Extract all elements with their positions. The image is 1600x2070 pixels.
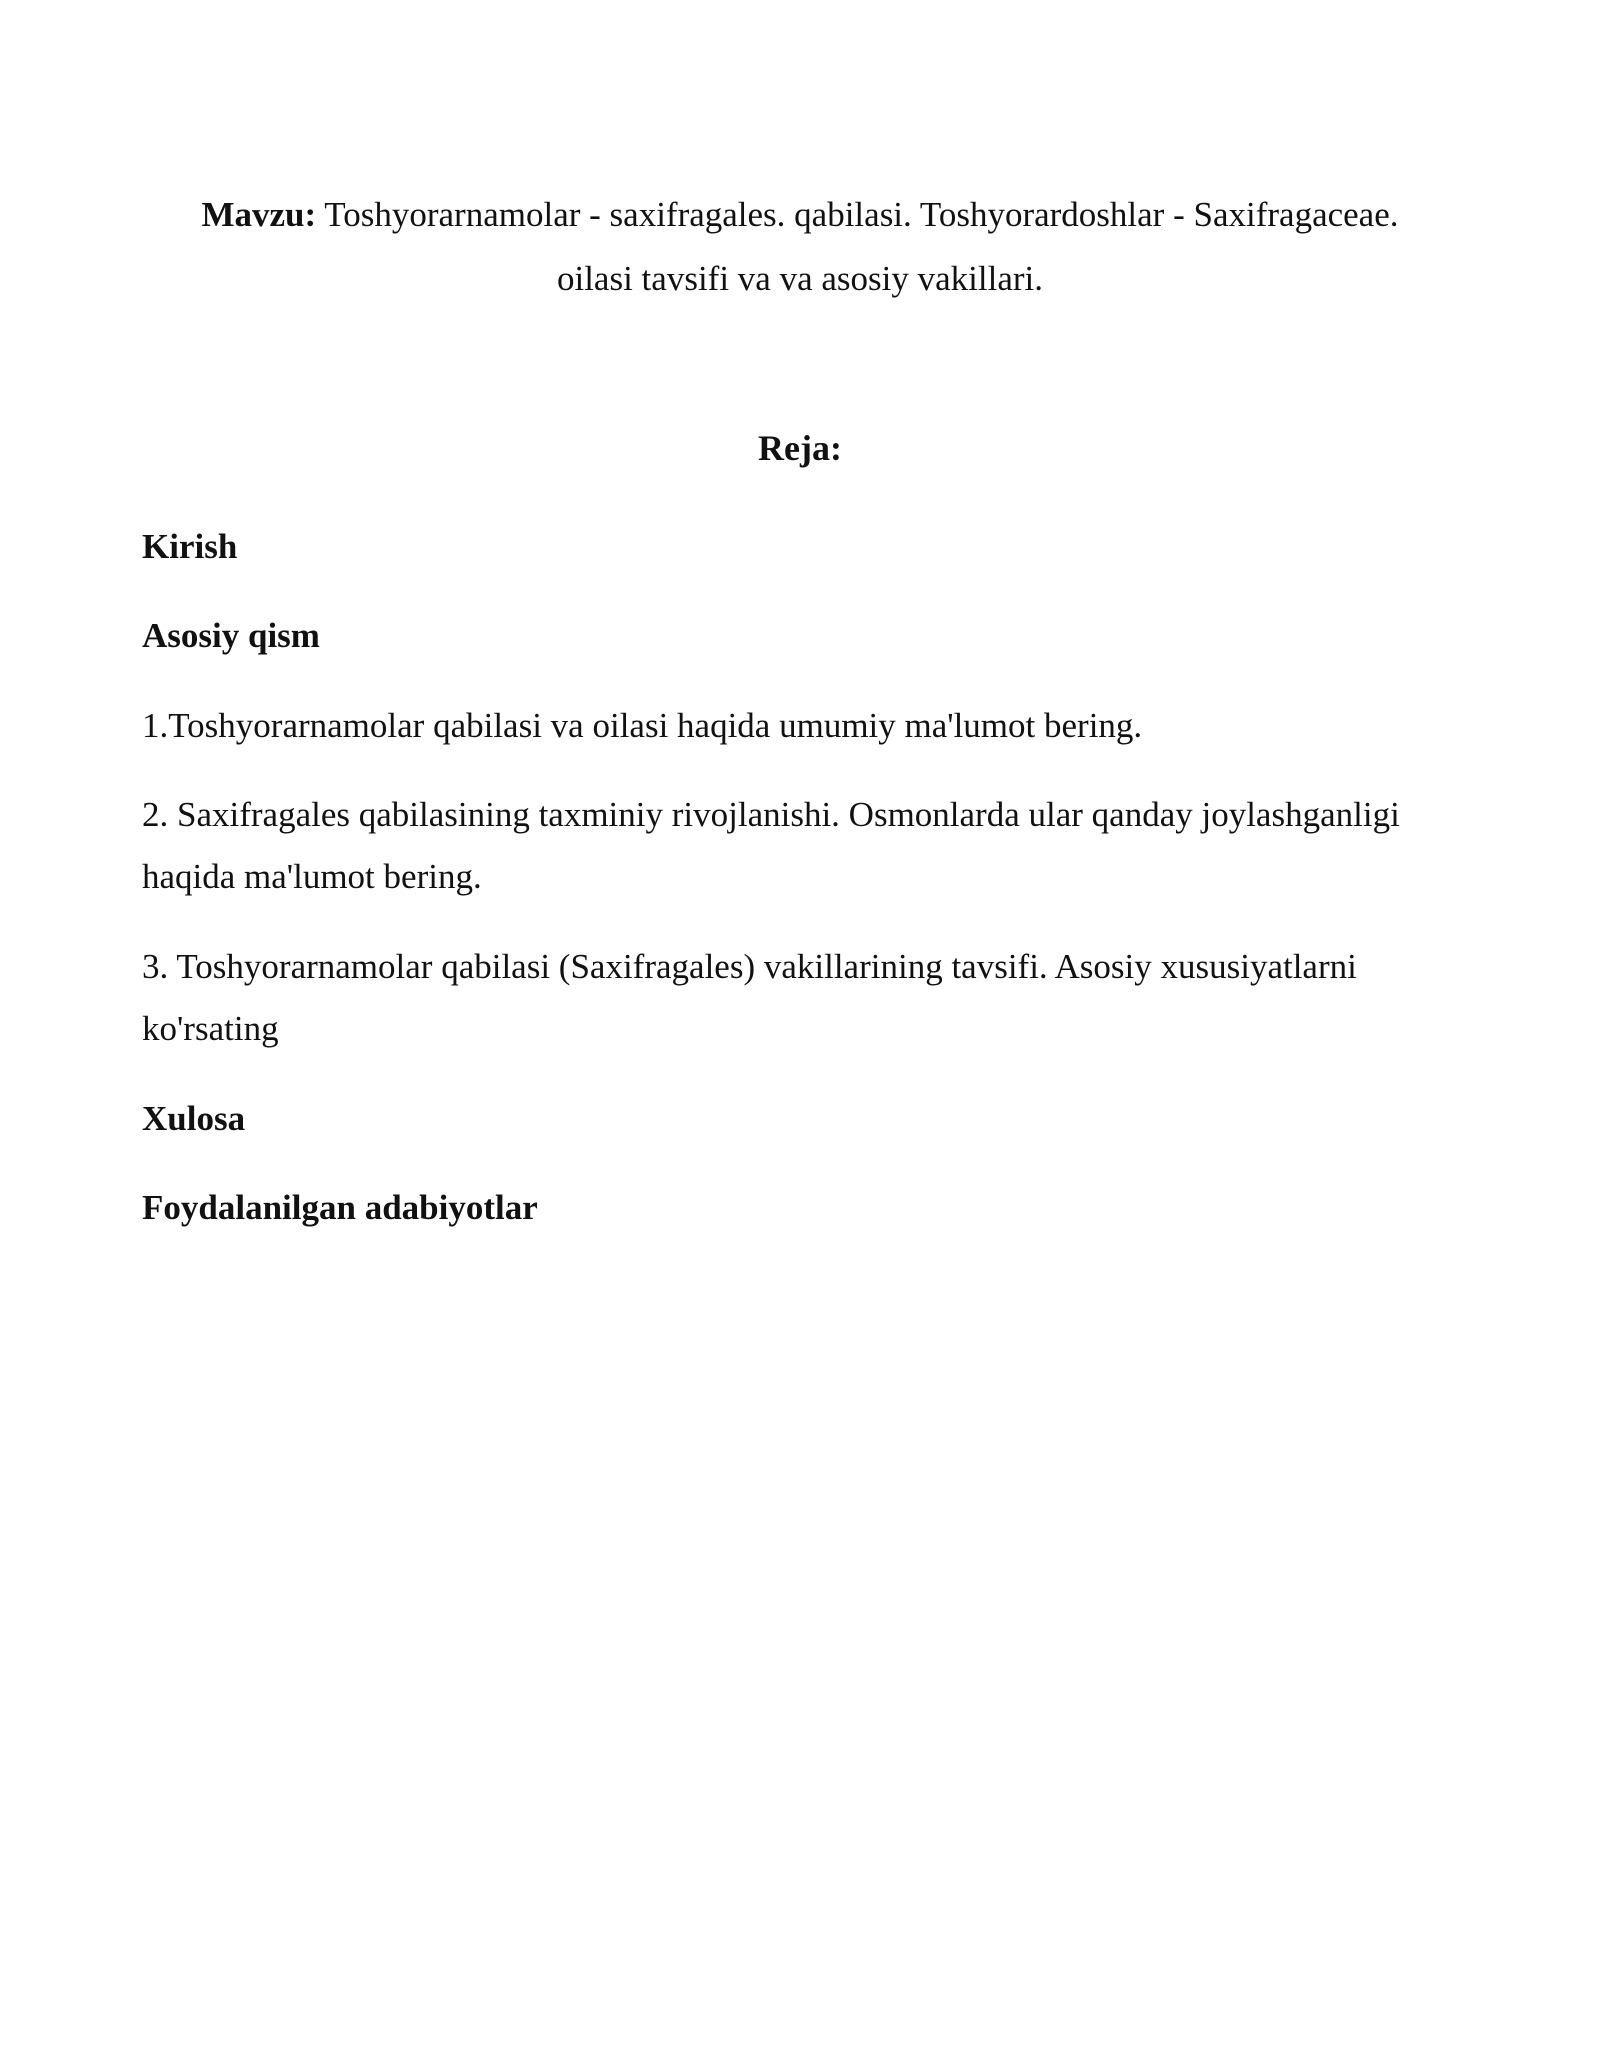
topic-line-1: Toshyorarnamolar - saxifragales. qabilasi. Toshyorardoshlar - Saxifragaceae. <box>316 195 1399 234</box>
plan-item-2: 2. Saxifragales qabilasining taxminiy rivojlanishi. Osmonlarda ular qanday joylashganligi haqida ma'lumot bering. <box>142 795 1400 896</box>
plan-heading: Reja: <box>758 428 842 468</box>
section-references: Foydalanilgan adabiyotlar <box>142 1188 538 1227</box>
plan-item-3: 3. Toshyorarnamolar qabilasi (Saxifragales) vakillarining tavsifi. Asosiy xususiyatlarni ko'rsating <box>142 947 1357 1048</box>
plan-item-1: 1.Toshyorarnamolar qabilasi va oilasi haqida umumiy ma'lumot bering. <box>142 706 1143 745</box>
section-main-part: Asosiy qism <box>142 616 320 655</box>
topic-block <box>160 183 1440 311</box>
topic-line-2: oilasi tavsifi va va asosiy vakillari. <box>556 259 1043 298</box>
section-conclusion: Xulosa <box>142 1099 246 1138</box>
section-introduction: Kirish <box>142 527 238 566</box>
topic-label: Mavzu: <box>201 195 317 234</box>
